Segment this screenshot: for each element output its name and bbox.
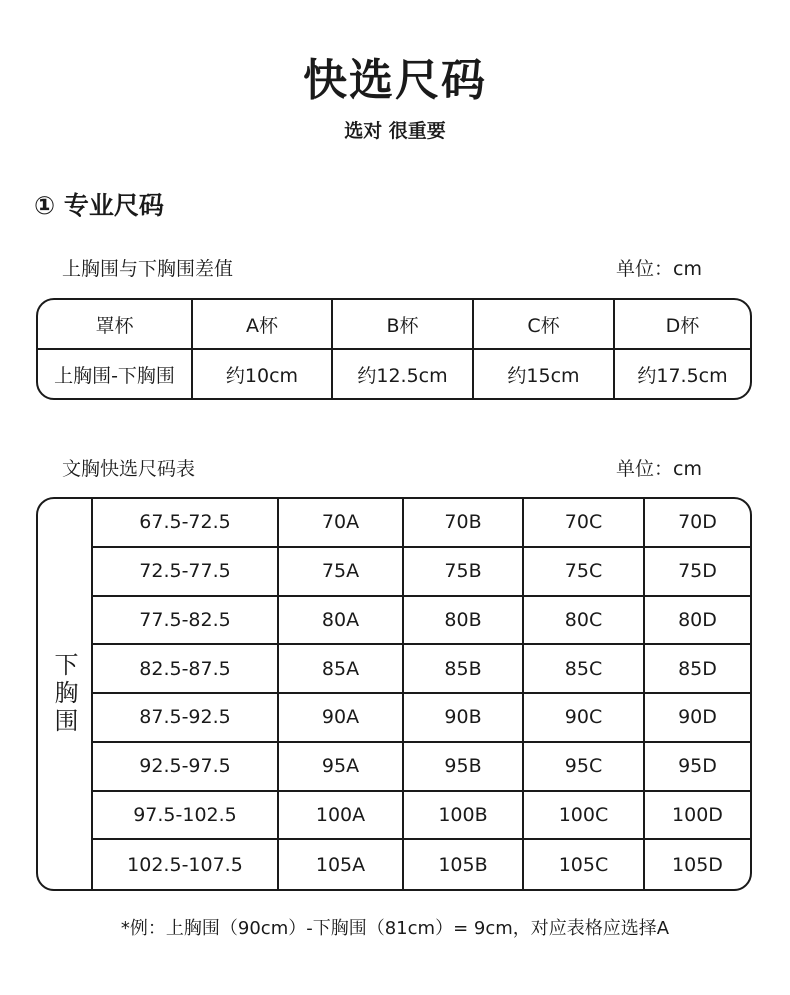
range-cell: 72.5-77.5 <box>93 548 279 597</box>
size-cell: 105C <box>524 840 645 889</box>
size-cell: 75B <box>404 548 524 597</box>
size-cell: 85A <box>279 645 404 694</box>
size-table-caption: 文胸快选尺码表 <box>62 458 196 480</box>
row-label-cell: 上胸围-下胸围 <box>38 350 193 398</box>
size-cell: 105A <box>279 840 404 889</box>
size-cell: 70D <box>645 499 750 548</box>
size-cell: 70C <box>524 499 645 548</box>
side-label: 下胸围 <box>50 652 78 736</box>
size-cell: 105B <box>404 840 524 889</box>
range-cell: 87.5-92.5 <box>93 694 279 743</box>
size-cell: 100A <box>279 792 404 841</box>
cup-difference-table <box>36 298 752 400</box>
size-cell: 75A <box>279 548 404 597</box>
size-cell: 100B <box>404 792 524 841</box>
diff-table-caption: 上胸围与下胸围差值 <box>62 258 234 280</box>
header-cell: A杯 <box>193 300 333 350</box>
size-cell: 105D <box>672 853 723 876</box>
size-cell: 80A <box>279 597 404 646</box>
size-cell: 100C <box>524 792 645 841</box>
range-cell: 67.5-72.5 <box>93 499 279 548</box>
size-cell: 75C <box>524 548 645 597</box>
header-cell: C杯 <box>474 300 615 350</box>
size-cell: 90B <box>404 694 524 743</box>
range-cell: 82.5-87.5 <box>93 645 279 694</box>
size-cell: 70B <box>404 499 524 548</box>
header-cell: 罩杯 <box>38 300 193 350</box>
value-cell: 约12.5cm <box>333 350 474 398</box>
size-cell: 100D <box>645 792 750 841</box>
range-cell: 77.5-82.5 <box>93 597 279 646</box>
page-title: 快选尺码 <box>303 55 487 106</box>
range-cell: 92.5-97.5 <box>93 743 279 792</box>
size-cell: 95C <box>524 743 645 792</box>
size-cell: 80B <box>404 597 524 646</box>
range-cell: 102.5-107.5 <box>93 840 279 889</box>
size-cell: 90C <box>524 694 645 743</box>
value-cell: 约17.5cm <box>637 364 728 387</box>
size-cell: 85B <box>404 645 524 694</box>
side-label-cell <box>38 499 93 889</box>
header-cell: D杯 <box>615 300 750 350</box>
header-cell: B杯 <box>333 300 474 350</box>
size-cell: 95D <box>645 743 750 792</box>
footnote: *例：上胸围（90cm）-下胸围（81cm）= 9cm，对应表格应选择A <box>120 918 670 939</box>
size-cell: 95A <box>279 743 404 792</box>
page-subtitle: 选对 很重要 <box>344 120 446 142</box>
value-cell: 约10cm <box>193 350 333 398</box>
range-cell: 97.5-102.5 <box>93 792 279 841</box>
size-cell: 95B <box>404 743 524 792</box>
size-cell: 90A <box>279 694 404 743</box>
size-chart-table <box>36 497 752 891</box>
size-cell: 75D <box>645 548 750 597</box>
size-cell: 90D <box>645 694 750 743</box>
size-table-unit: 单位：cm <box>616 458 702 480</box>
size-cell: 85C <box>524 645 645 694</box>
size-cell: 70A <box>279 499 404 548</box>
diff-table-unit: 单位：cm <box>616 258 702 280</box>
value-cell: 约15cm <box>474 350 615 398</box>
size-cell: 80C <box>524 597 645 646</box>
section-heading: ① 专业尺码 <box>34 191 164 220</box>
size-cell: 80D <box>645 597 750 646</box>
size-cell: 85D <box>645 645 750 694</box>
